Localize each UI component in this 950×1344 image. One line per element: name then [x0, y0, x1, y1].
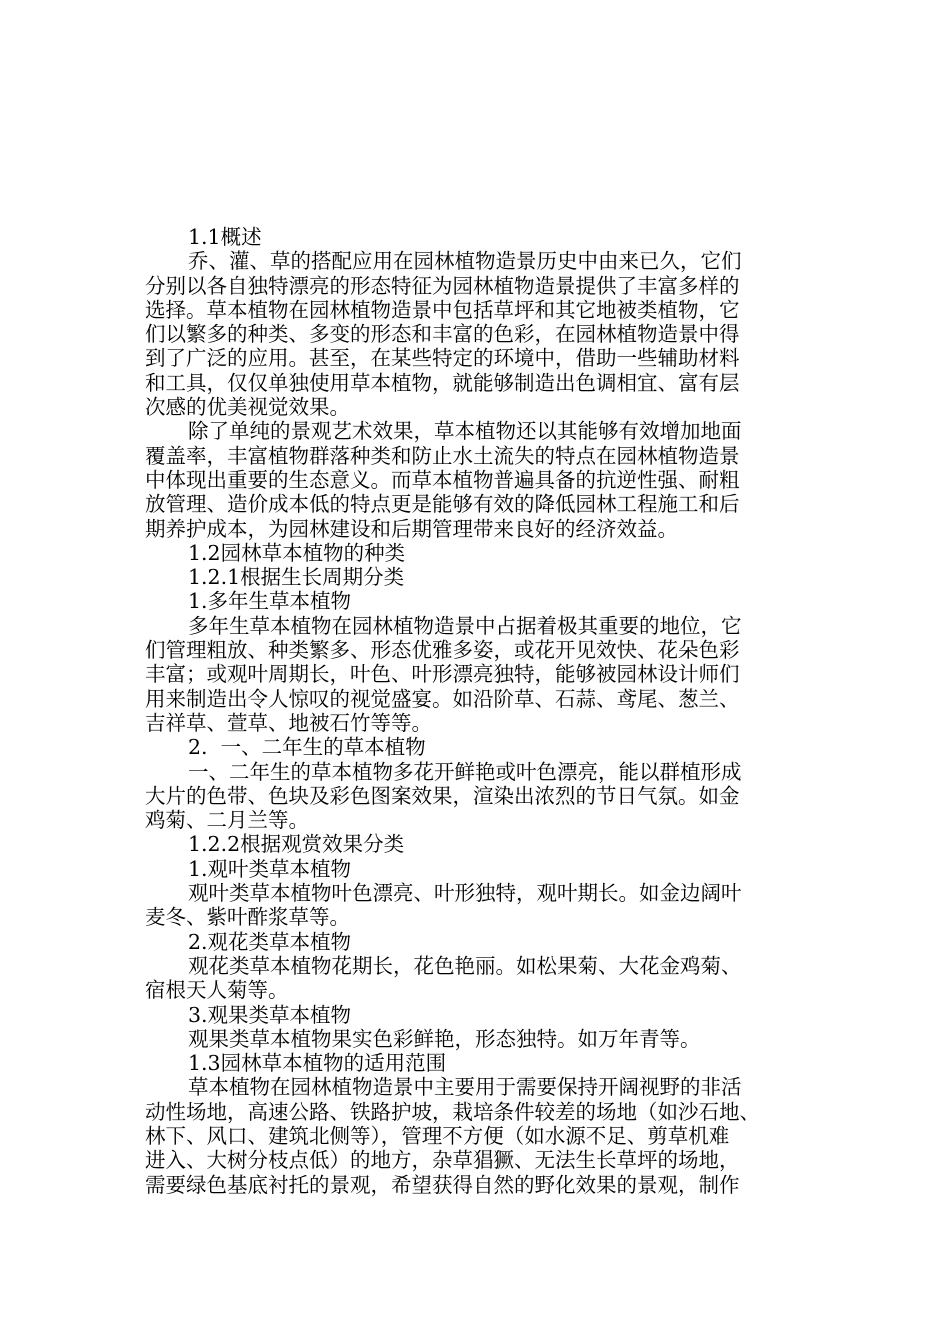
paragraph-start-line: 观花类草本植物花期长，花色艳丽。如松果菊、大花金鸡菊、 — [188, 953, 742, 978]
paragraph-start-line: 草本植物在园林植物造景中主要用于需要保持开阔视野的非活 — [188, 1075, 742, 1100]
text-line: 们管理粗放、种类繁多、形态优雅多姿，或花开见效快、花朵色彩 — [145, 638, 740, 663]
text-line: 放管理、造价成本低的特点更是能够有效的降低园林工程施工和后 — [145, 492, 740, 517]
text-line: 麦冬、紫叶酢浆草等。 — [145, 905, 350, 930]
document-body — [145, 225, 803, 1197]
text-line: 分别以各自独特漂亮的形态特征为园林植物造景提供了丰富多样的 — [145, 273, 740, 298]
text-line: 次感的优美视觉效果。 — [145, 395, 350, 420]
text-line: 宿根天人菊等。 — [145, 978, 289, 1003]
text-line: 大片的色带、色块及彩色图案效果，渲染出浓烈的节日气氛。如金 — [145, 783, 740, 808]
text-line: 和工具，仅仅单独使用草本植物，就能够制造出色调相宜、富有层 — [145, 370, 740, 395]
text-line: 进入、大树分枝点低）的地方，杂草猖獗、无法生长草坪的场地， — [145, 1148, 740, 1173]
paragraph-start-line: 2.观花类草本植物 — [188, 929, 352, 954]
text-line: 需要绿色基底衬托的景观，希望获得自然的野化效果的景观，制作 — [145, 1172, 740, 1197]
paragraph-start-line: 多年生草本植物在园林植物造景中占据着极其重要的地位，它 — [188, 613, 742, 638]
paragraph-start-line: 2. 一、二年生的草本植物 — [188, 735, 426, 760]
paragraph-start-line: 乔、灌、草的搭配应用在园林植物造景历史中由来已久，它们 — [188, 249, 742, 274]
paragraph-start-line: 1.3园林草本植物的适用范围 — [188, 1051, 447, 1076]
paragraph-start-line: 观果类草本植物果实色彩鲜艳，形态独特。如万年青等。 — [188, 1026, 701, 1051]
text-line: 林下、风口、建筑北侧等），管理不方便（如水源不足、剪草机难 — [145, 1123, 730, 1148]
paragraph-start-line: 1.1概述 — [188, 225, 262, 249]
paragraph-start-line: 1.2.2根据观赏效果分类 — [188, 832, 405, 857]
paragraph-start-line: 1.观叶类草本植物 — [188, 856, 352, 881]
text-line: 鸡菊、二月兰等。 — [145, 808, 309, 833]
text-line: 到了广泛的应用。甚至，在某些特定的环境中，借助一些辅助材料 — [145, 346, 740, 371]
paragraph-start-line: 除了单纯的景观艺术效果，草本植物还以其能够有效增加地面 — [188, 419, 742, 444]
text-line: 动性场地，高速公路、铁路护坡，栽培条件较差的场地（如沙石地、 — [145, 1099, 760, 1124]
text-line: 覆盖率，丰富植物群落种类和防止水土流失的特点在园林植物造景 — [145, 443, 740, 468]
paragraph-start-line: 1.多年生草本植物 — [188, 589, 352, 614]
text-line: 们以繁多的种类、多变的形态和丰富的色彩，在园林植物造景中得 — [145, 322, 740, 347]
text-line: 丰富；或观叶周期长，叶色、叶形漂亮独特，能够被园林设计师们 — [145, 662, 740, 687]
paragraph-start-line: 1.2.1根据生长周期分类 — [188, 565, 405, 590]
paragraph-start-line: 3.观果类草本植物 — [188, 1002, 352, 1027]
text-line: 选择。草本植物在园林植物造景中包括草坪和其它地被类植物，它 — [145, 297, 740, 322]
text-line: 用来制造出令人惊叹的视觉盛宴。如沿阶草、石蒜、鸢尾、葱兰、 — [145, 686, 740, 711]
text-line: 吉祥草、萱草、地被石竹等等。 — [145, 710, 432, 735]
paragraph-start-line: 观叶类草本植物叶色漂亮、叶形独特，观叶期长。如金边阔叶 — [188, 881, 742, 906]
paragraph-start-line: 1.2园林草本植物的种类 — [188, 540, 406, 565]
text-line: 中体现出重要的生态意义。而草本植物普遍具备的抗逆性强、耐粗 — [145, 467, 740, 492]
paragraph-start-line: 一、二年生的草本植物多花开鲜艳或叶色漂亮，能以群植形成 — [188, 759, 742, 784]
text-line: 期养护成本，为园林建设和后期管理带来良好的经济效益。 — [145, 516, 678, 541]
